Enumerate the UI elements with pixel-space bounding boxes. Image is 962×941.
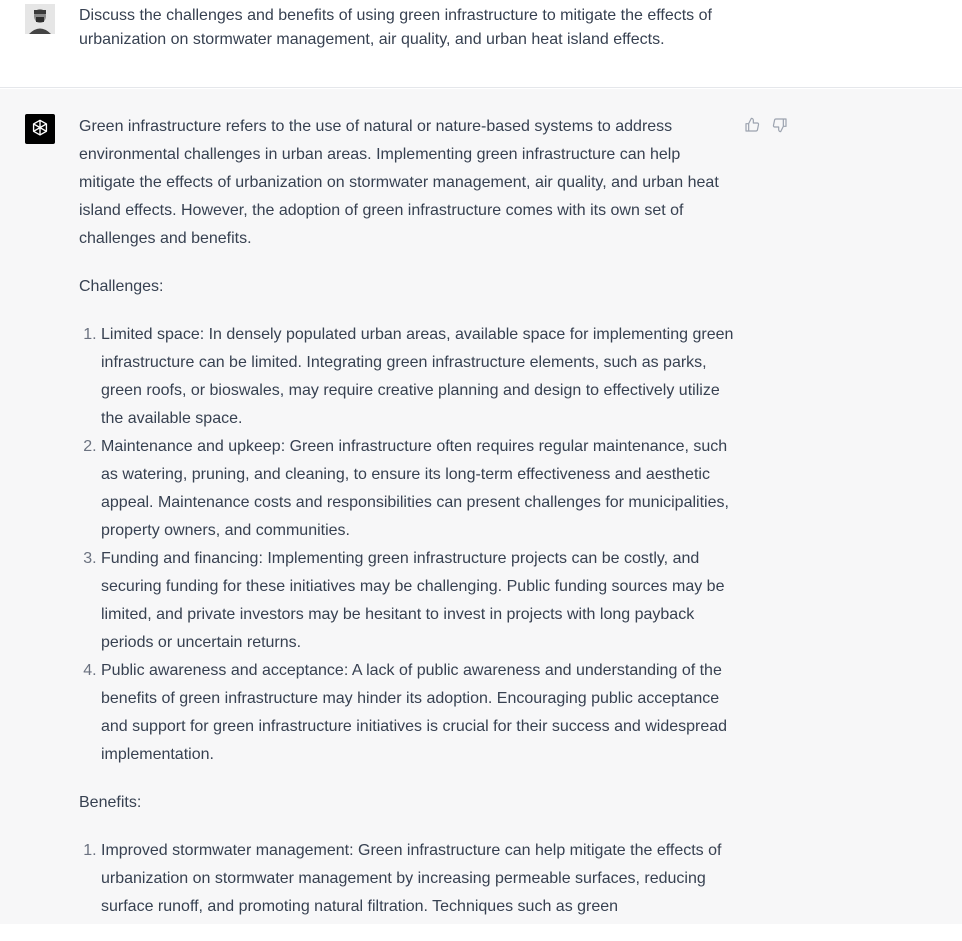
user-avatar xyxy=(25,4,55,34)
assistant-avatar xyxy=(25,114,55,144)
thumbs-down-button[interactable] xyxy=(771,116,789,134)
thumbs-up-icon xyxy=(744,117,760,133)
openai-logo-icon xyxy=(29,118,51,140)
list-item: 3. Funding and financing: Implementing green infrastructure projects can be costly, and securing funding for these initiatives may be challenging. Public funding sources may be limited, and private investors may be hesitant to invest in projects with long payback periods or uncertain returns. xyxy=(101,545,739,657)
user-avatar-photo xyxy=(25,4,55,34)
list-item: 4. Public awareness and acceptance: A lack of public awareness and understanding of the benefits of green infrastructure may hinder its adoption. Encouraging public acceptance and support for green infrastructure initiatives is crucial for their success and widespread implementation. xyxy=(101,657,739,769)
thumbs-up-button[interactable] xyxy=(743,116,761,134)
assistant-response xyxy=(79,113,739,941)
benefits-list xyxy=(79,837,739,921)
intro-paragraph: Green infrastructure refers to the use of natural or nature-based systems to address environmental challenges in urban areas. Implementing green infrastructure can help mitigate the effects of urbanization on stormwater management, air quality, and urban heat island effects. However, the adoption of green infrastructure comes with its own set of challenges and benefits. xyxy=(79,118,719,247)
list-item: 1. Improved stormwater management: Green infrastructure can help mitigate the effects of urbanization on stormwater management by increasing permeable surfaces, reducing surface runoff, and promoting natural filtration. Techniques such as green xyxy=(101,837,739,921)
assistant-message xyxy=(0,89,962,924)
user-prompt-text: Discuss the challenges and benefits of using green infrastructure to mitigate the effects of urbanization on stormwater management, air quality, and urban heat island effects. xyxy=(79,7,712,48)
challenges-heading: Challenges: xyxy=(79,278,164,295)
list-item: 1. Limited space: In densely populated urban areas, available space for implementing green infrastructure can be limited. Integrating green infrastructure elements, such as parks, green roofs, or bioswales, may require creative planning and design to effectively utilize the available space. xyxy=(101,321,739,433)
thumbs-down-icon xyxy=(772,117,788,133)
list-item: 2. Maintenance and upkeep: Green infrastructure often requires regular maintenance, such as watering, pruning, and cleaning, to ensure its long-term effectiveness and aesthetic appeal. Maintenance costs and responsibilities can present challenges for municipalities, property owners, and communities. xyxy=(101,433,739,545)
user-message xyxy=(0,0,962,88)
benefits-heading: Benefits: xyxy=(79,794,142,811)
challenges-list xyxy=(79,321,739,769)
